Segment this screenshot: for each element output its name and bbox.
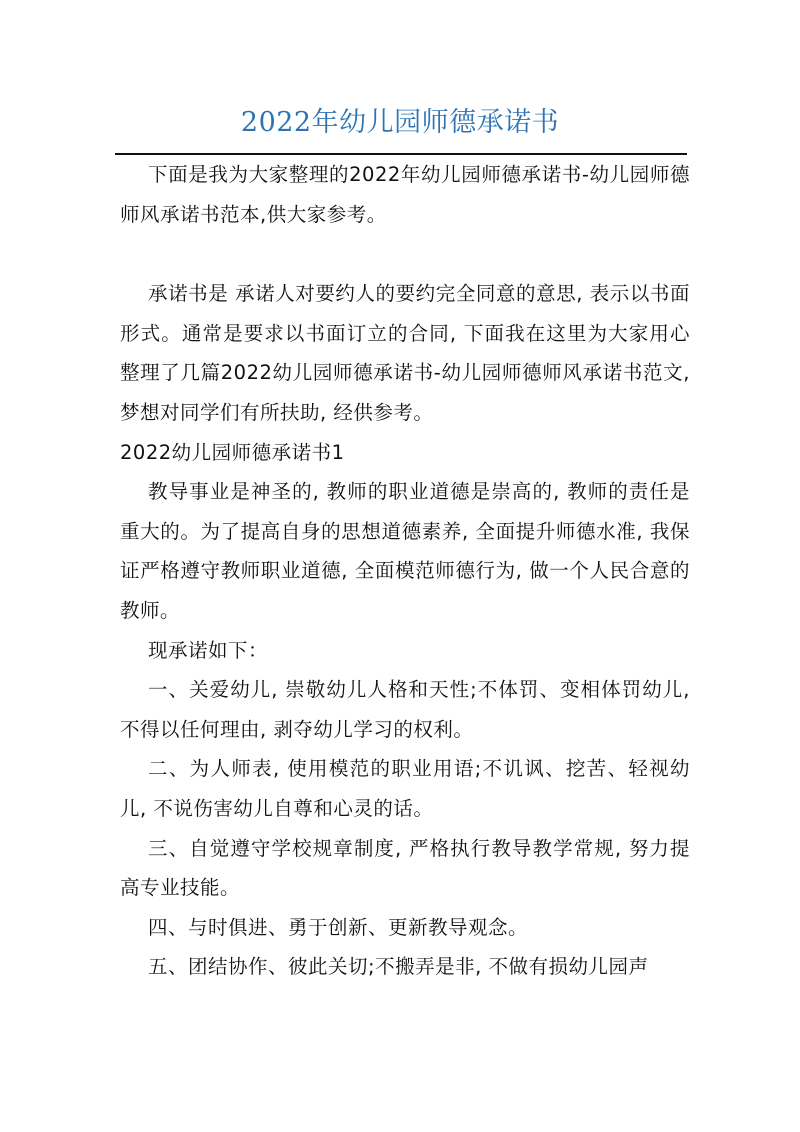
promise-item-3: 三、自觉遵守学校规章制度, 严格执行教导教学常规, 努力提高专业技能。 — [120, 836, 690, 900]
document-title: 2022年幼儿园师德承诺书 — [240, 107, 560, 138]
promise-item-5: 五、团结协作、彼此关切;不搬弄是非, 不做有损幼儿园声 — [148, 955, 649, 979]
promise-item-2: 二、为人师表, 使用模范的职业用语;不讥讽、挖苦、轻视幼儿, 不说伤害幼儿自尊和心灵的话。 — [120, 757, 690, 820]
document-body — [120, 155, 690, 987]
promise-lead: 现承诺如下： — [148, 638, 269, 662]
promise-item-4: 四、与时俱进、勇于创新、更新教导观念。 — [148, 915, 529, 939]
intro-paragraph: 下面是我为大家整理的2022年幼儿园师德承诺书-幼儿园师德师风承诺书范本,供大家参考。 — [120, 163, 690, 226]
paragraph-spacer — [120, 234, 690, 274]
section-heading: 2022幼儿园师德承诺书1 — [120, 440, 345, 464]
promise-item-1: 一、关爱幼儿, 崇敬幼儿人格和天性;不体罚、变相体罚幼儿, 不得以任何理由, 剥夺幼儿学习的权利。 — [120, 678, 690, 741]
body-paragraph: 教导事业是神圣的, 教师的职业道德是崇高的, 教师的责任是重大的。为了提高自身的思想道德素养, 全面提升师德水准, 我保证严格遵守教师职业道德, 全面模范师德行为, 做一个人民合意的教师。 — [120, 480, 690, 622]
definition-paragraph: 承诺书是 承诺人对要约人的要约完全同意的意思, 表示以书面形式。通常是要求以书面订立的合同, 下面我在这里为大家用心整理了几篇2022幼儿园师德承诺书-幼儿园师德师风承诺书范文, 梦想对同学们有所扶助, 经供参考。 — [120, 282, 690, 424]
